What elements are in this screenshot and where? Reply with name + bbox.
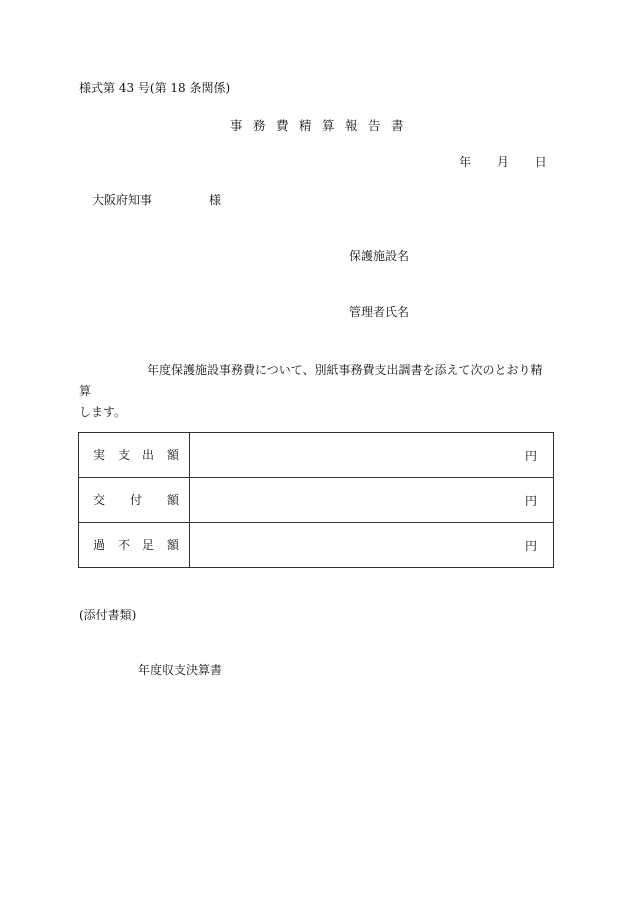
attachments-heading: (添付書類) [79, 608, 137, 622]
yen-unit: 円 [524, 493, 537, 508]
amount-cell[interactable] [190, 523, 554, 568]
yen-unit: 円 [524, 538, 537, 553]
date-year-label: 年 [459, 155, 472, 169]
label-char: 額 [167, 448, 180, 462]
row-label [79, 433, 190, 478]
row-label [79, 523, 190, 568]
amount-cell[interactable] [190, 478, 554, 523]
honorific: 様 [209, 193, 222, 207]
label-char: 足 [142, 538, 155, 552]
label-char: 出 [142, 448, 155, 462]
table-row-surplus-deficit [79, 523, 554, 568]
body-line-1: 年度保護施設事務費について、別紙事務費支出調書を添えて次のとおり精算 [79, 363, 543, 398]
body-line-2: します。 [79, 405, 127, 419]
label-char: 付 [130, 493, 143, 507]
facility-name-label: 保護施設名 [349, 249, 410, 263]
amount-cell[interactable] [190, 433, 554, 478]
amount-table [78, 432, 554, 568]
document-title: 事務費精算報告書 [230, 118, 415, 133]
attachment-item: 年度収支決算書 [138, 663, 223, 677]
manager-name-label: 管理者氏名 [349, 305, 410, 319]
row-label [79, 478, 190, 523]
yen-unit: 円 [524, 448, 537, 463]
label-char: 交 [93, 493, 106, 507]
date-line [459, 156, 547, 168]
form-number: 様式第 43 号(第 18 条関係) [79, 81, 231, 95]
table-row-actual-expenditure [79, 433, 554, 478]
date-month-label: 月 [496, 155, 509, 169]
addressee: 大阪府知事 [92, 193, 153, 207]
label-char: 支 [118, 448, 131, 462]
label-char: 額 [167, 538, 180, 552]
table-row-grant-amount [79, 478, 554, 523]
date-day-label: 日 [534, 155, 547, 169]
label-char: 実 [93, 448, 106, 462]
body-paragraph [79, 360, 554, 423]
label-char: 過 [93, 538, 106, 552]
label-char: 不 [118, 538, 131, 552]
label-char: 額 [167, 493, 180, 507]
